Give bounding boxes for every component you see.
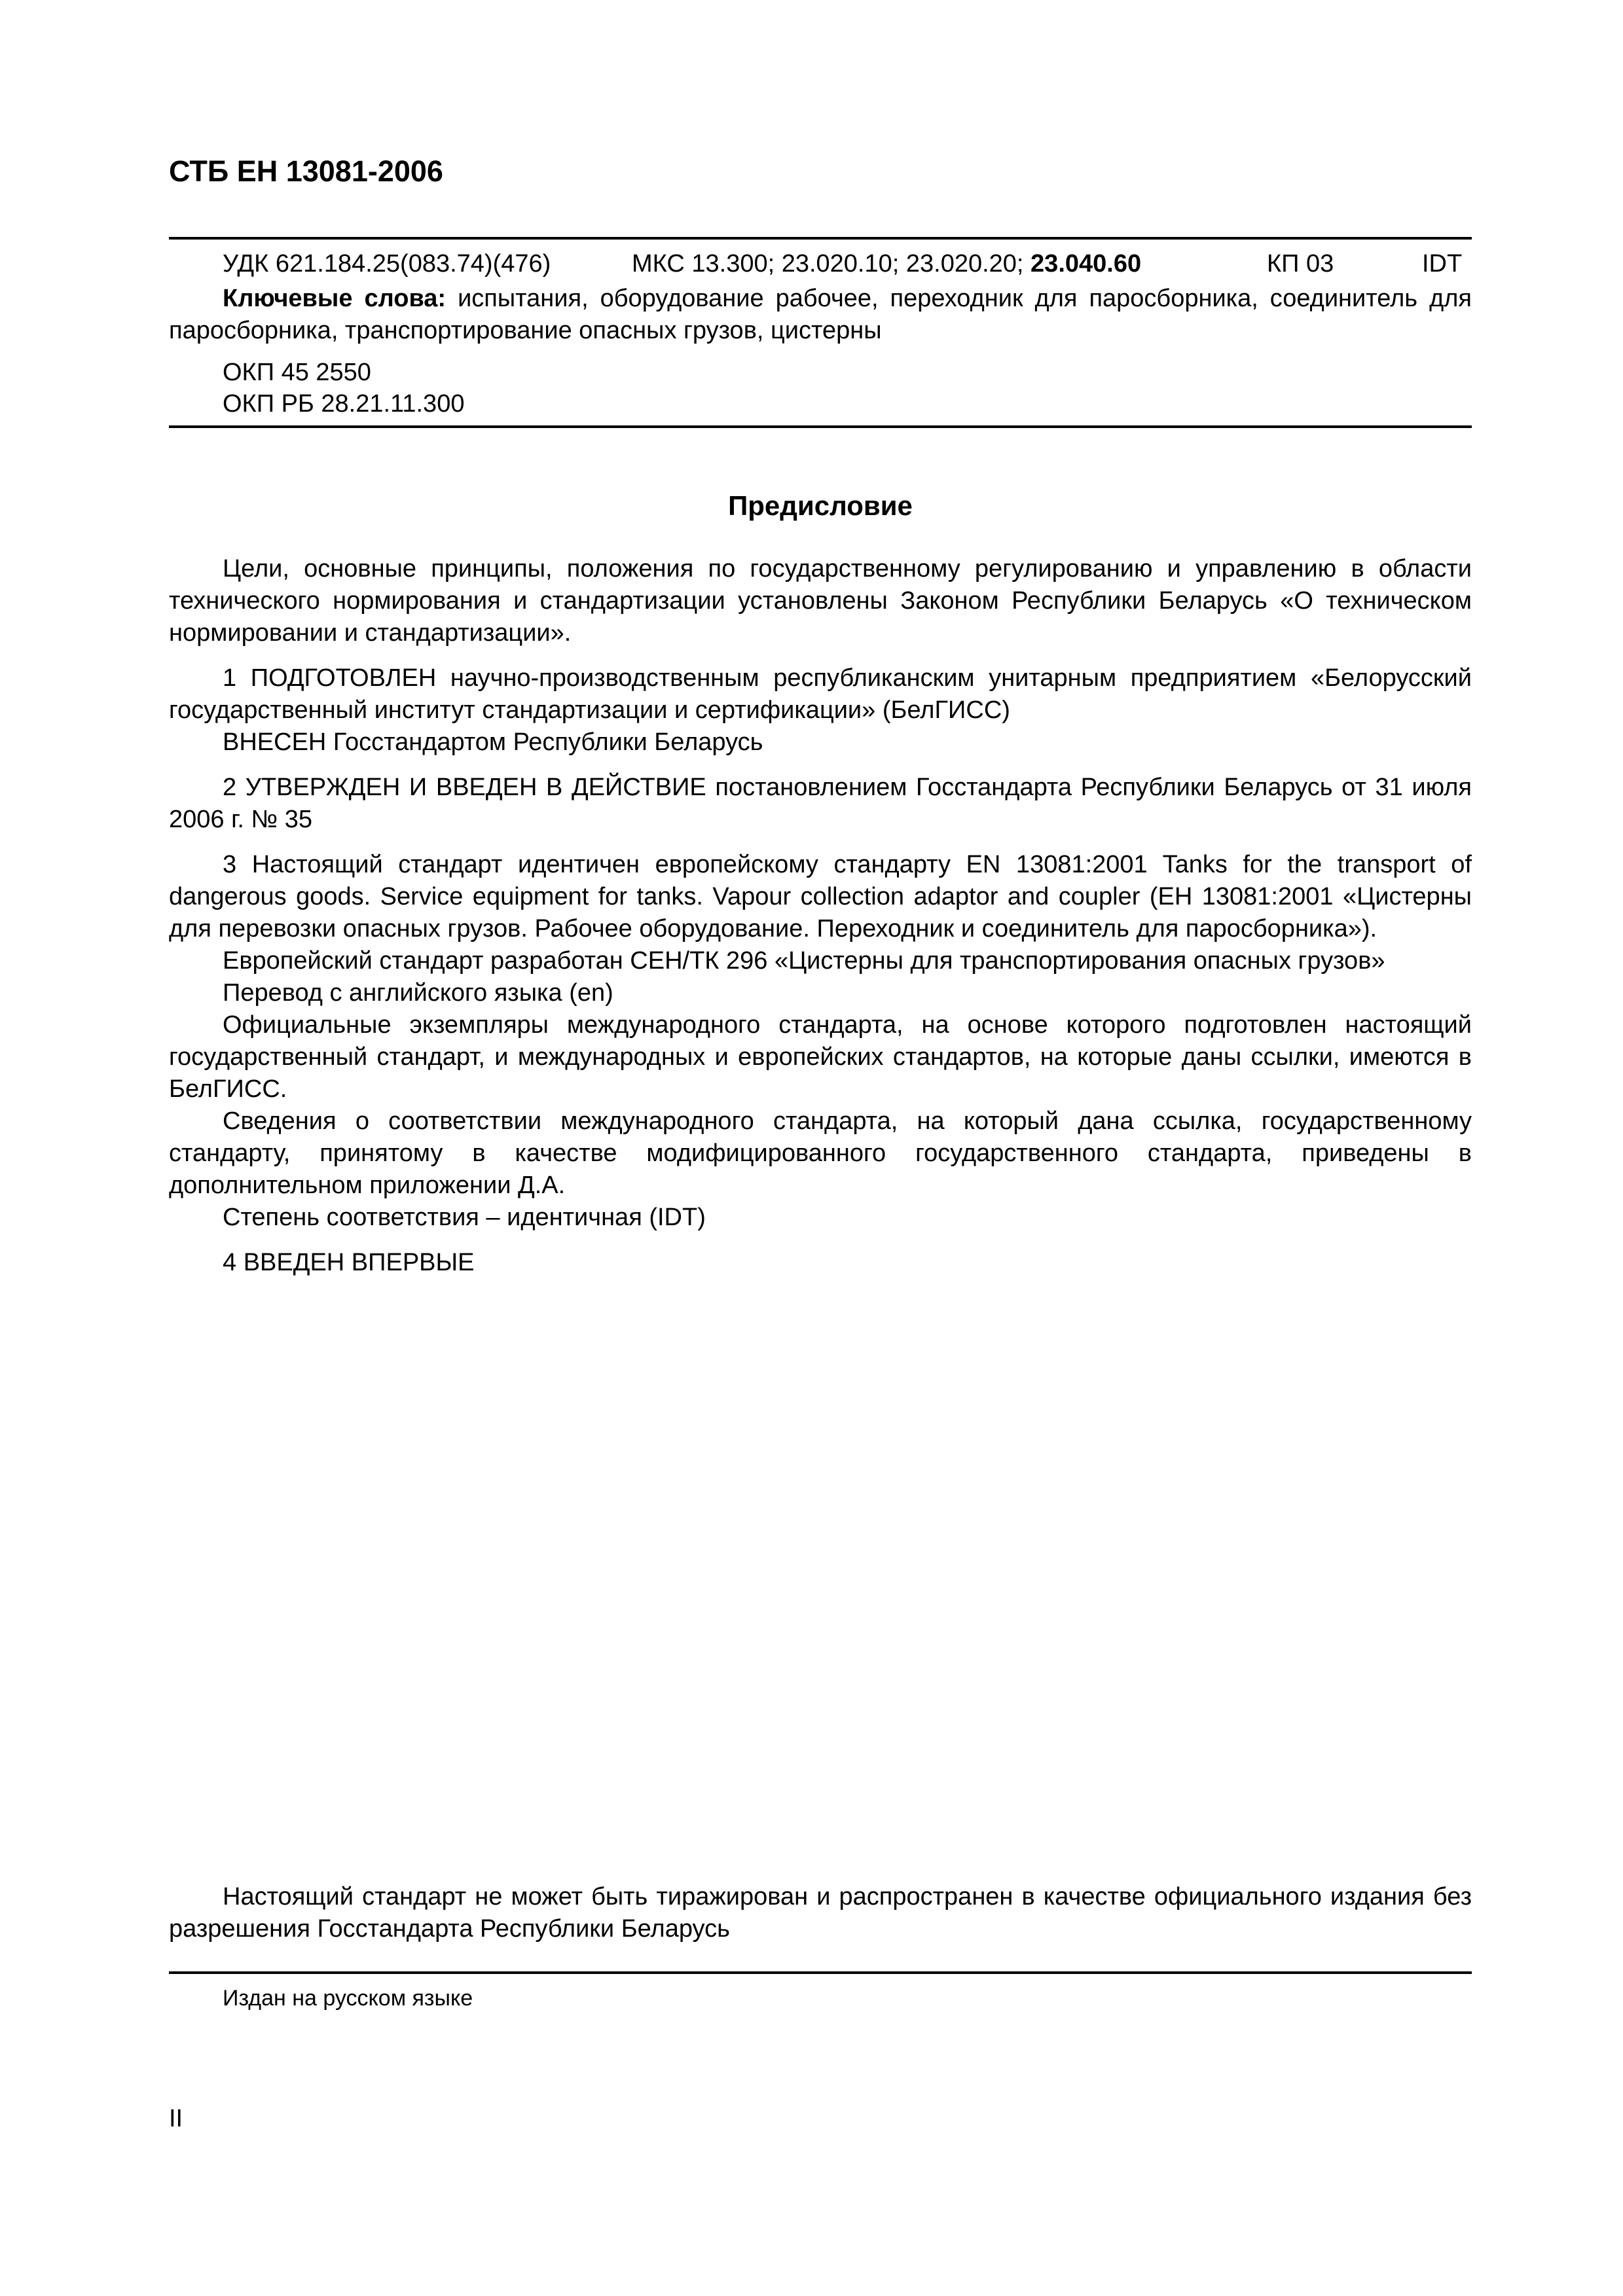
mks-codes-bold: 23.040.60 (1030, 250, 1142, 278)
foreword-item-2: 2 УТВЕРЖДЕН И ВВЕДЕН В ДЕЙСТВИЕ постановлением Госстандарта Республики Беларусь от 31 июля 2006 г. № 35 (169, 774, 1472, 833)
foreword-item-3-degree: Степень соответствия – идентичная (IDT) (223, 1204, 706, 1231)
foreword-item-3-copies: Официальные экземпляры международного стандарта, на основе которого подготовлен настоящий государственный стандарт, и международных и европейских стандартов, на которые даны ссылки, имеются в БелГИСС. (169, 1011, 1472, 1103)
foreword-item-1-introduced: ВНЕСЕН Госстандартом Республики Беларусь (223, 728, 763, 756)
keywords (169, 283, 1472, 347)
document-code: СТБ ЕН 13081-2006 (169, 154, 443, 188)
mks-codes-regular: МКС 13.300; 23.020.10; 23.020.20; (632, 250, 1031, 278)
udk-code: УДК 621.184.25(083.74)(476) (223, 250, 551, 278)
foreword-item-3-info: Сведения о соответствии международного стандарта, на который дана ссылка, государственному стандарту, принятому в качестве модифицированного государственного стандарта, приведены в дополнительном приложении Д.А. (169, 1107, 1472, 1199)
top-rule (169, 237, 1472, 240)
mks-codes (632, 247, 1141, 280)
foreword-item-3-developed: Европейский стандарт разработан СЕН/ТК 296 «Цистерны для транспортирования опасных грузов» (223, 947, 1385, 975)
page-number: II (169, 2105, 183, 2132)
middle-rule (169, 425, 1472, 428)
foreword-item-1: 1 ПОДГОТОВЛЕН научно-производственным республиканским унитарным предприятием «Белорусский государственный институт стандартизации и сертификации» (БелГИСС) (169, 664, 1472, 724)
published-language: Издан на русском языке (223, 1986, 473, 2011)
foreword-body (169, 553, 1472, 1279)
foreword-title: Предисловие (728, 490, 913, 521)
foreword-intro: Цели, основные принципы, положения по государственному регулированию и управлению в области технического нормирования и стандартизации установлены Законом Республики Беларусь «О техническом нормировании и стандартизации». (169, 555, 1472, 647)
foreword-item-4: 4 ВВЕДЕН ВПЕРВЫЕ (223, 1249, 475, 1276)
okp-code: ОКП 45 2550 (223, 359, 371, 386)
keywords-label: Ключевые слова: (223, 285, 447, 312)
kp-code: КП 03 (1267, 250, 1334, 278)
okp-rb-code: ОКП РБ 28.21.11.300 (223, 390, 465, 418)
distribution-notice (169, 1881, 1472, 1945)
idt-code: IDT (1422, 250, 1463, 278)
bottom-rule (169, 1971, 1472, 1974)
foreword-item-3: 3 Настоящий стандарт идентичен европейскому стандарту EN 13081:2001 Tanks for the transport of dangerous goods. Service equipment for tanks. Vapour collection adaptor and coupler (ЕН 13081:2001 «Цистерны для перевозки опасных грузов. Рабочее оборудование. Переходник и соединитель для паросборника»). (169, 851, 1472, 942)
keywords-text: испытания, оборудование рабочее, переходник для паросборника, соединитель для паросборника, транспортирование опасных грузов, цистерны (169, 285, 1472, 344)
foreword-item-3-translation: Перевод с английского языка (en) (223, 979, 613, 1007)
distribution-notice-text: Настоящий стандарт не может быть тиражирован и распространен в качестве официального издания без разрешения Госстандарта Республики Беларусь (169, 1883, 1472, 1943)
